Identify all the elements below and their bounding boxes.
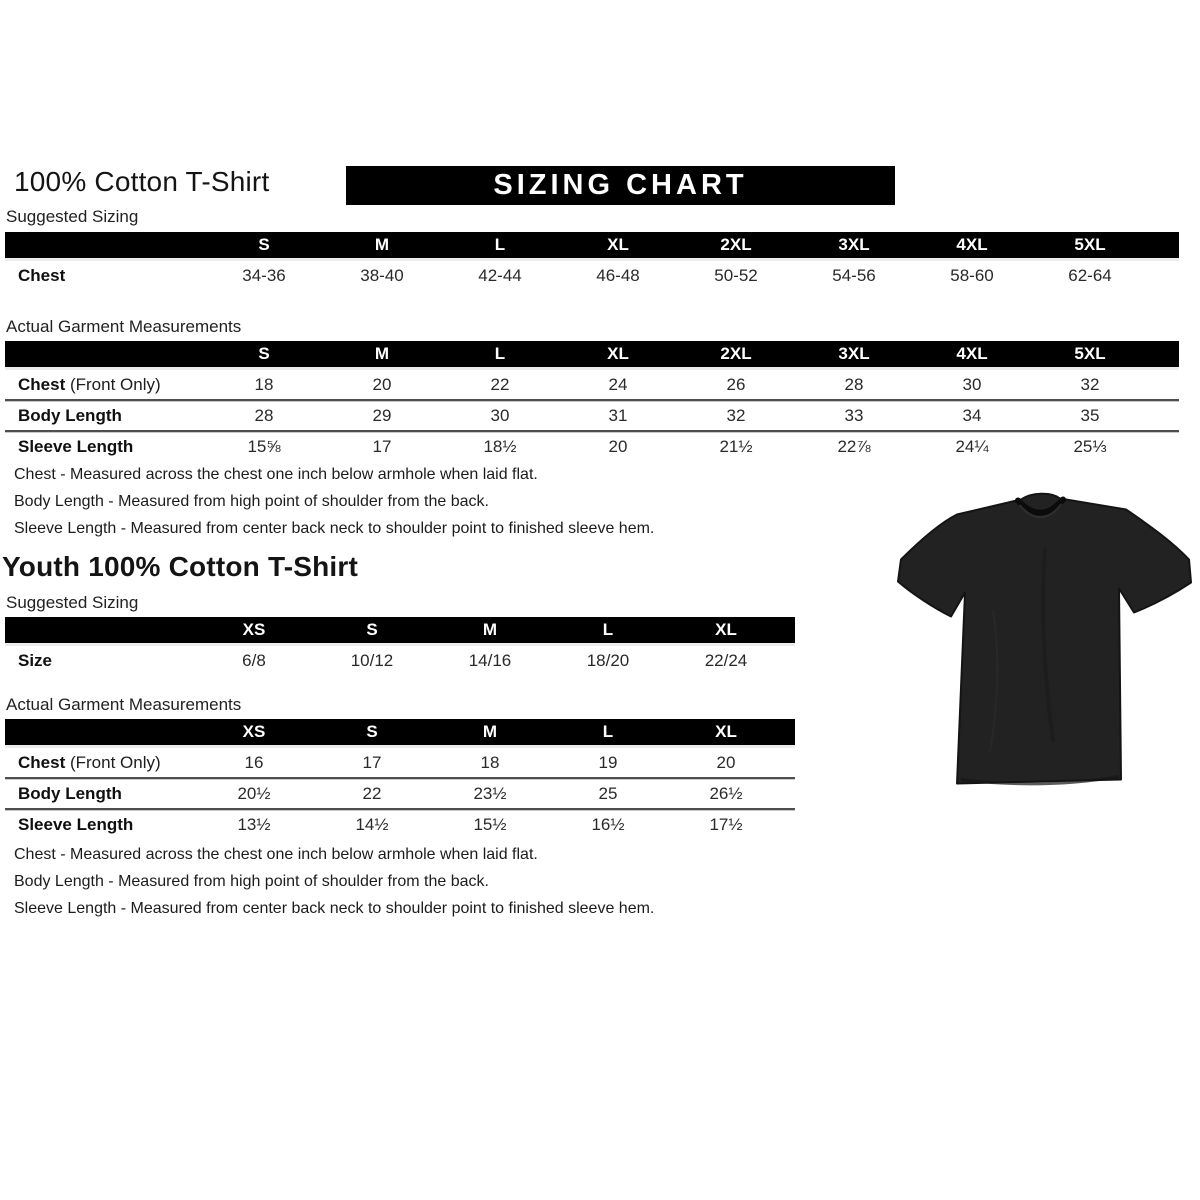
measurement-cell: 58-60	[950, 265, 994, 285]
table-row	[5, 808, 795, 839]
table-row	[5, 430, 1179, 461]
table-row	[5, 646, 795, 675]
size-column-header: M	[482, 620, 498, 639]
youth-garment-measurements-table	[5, 719, 795, 839]
adult-section-title: 100% Cotton T-Shirt	[14, 166, 270, 197]
measurement-cell: 21½	[719, 436, 753, 456]
measurement-cell: 32	[726, 405, 746, 425]
size-column-header: L	[602, 620, 614, 639]
measurement-cell: 20	[716, 752, 736, 772]
measurement-cell: 19	[598, 752, 618, 772]
table-header-row	[5, 719, 795, 748]
adult-suggested-sizing-table	[5, 232, 1179, 290]
measurement-cell: 18	[480, 752, 500, 772]
measurement-cell: 10/12	[350, 650, 394, 670]
size-column-header: XL	[607, 235, 629, 254]
size-column-header: 4XL	[956, 344, 988, 363]
adult-measurement-notes	[14, 461, 654, 542]
size-column-header: 5XL	[1074, 344, 1106, 363]
table-header-row	[5, 232, 1179, 261]
measurement-cell: 14½	[355, 814, 389, 834]
row-label: Chest	[18, 265, 66, 285]
size-column-header: S	[366, 722, 378, 741]
row-label: Body Length	[18, 405, 122, 425]
size-column-header: L	[602, 722, 614, 741]
measurement-cell: 16	[244, 752, 264, 772]
measurement-cell: 18	[254, 374, 274, 394]
row-label: Chest (Front Only)	[18, 752, 161, 772]
measurement-cell: 15⅝	[247, 436, 281, 456]
size-column-header: S	[258, 235, 270, 254]
size-column-header: S	[366, 620, 378, 639]
tshirt-image	[893, 488, 1193, 796]
measurement-cell: 22	[362, 783, 382, 803]
size-column-header: XS	[242, 722, 266, 741]
measurement-cell: 15½	[473, 814, 507, 834]
adult-garment-measurements-table	[5, 341, 1179, 461]
youth-suggested-sizing-table	[5, 617, 795, 675]
measurement-cell: 22⅞	[837, 436, 871, 456]
note-line: Body Length - Measured from high point of shoulder from the back.	[14, 873, 489, 890]
measurement-cell: 22/24	[704, 650, 748, 670]
note-line: Chest - Measured across the chest one inch below armhole when laid flat.	[14, 466, 538, 483]
youth-measurement-notes	[14, 841, 654, 922]
size-column-header: M	[482, 722, 498, 741]
measurement-cell: 24¼	[955, 436, 989, 456]
measurement-cell: 20	[608, 436, 628, 456]
measurement-cell: 32	[1080, 374, 1100, 394]
measurement-cell: 18/20	[586, 650, 630, 670]
measurement-cell: 26	[726, 374, 746, 394]
size-column-header: 3XL	[838, 235, 870, 254]
row-label-suffix: (Front Only)	[65, 374, 161, 394]
measurement-cell: 25	[598, 783, 618, 803]
measurement-cell: 54-56	[832, 265, 876, 285]
measurement-cell: 23½	[473, 783, 507, 803]
measurement-cell: 13½	[237, 814, 271, 834]
sizing-chart-banner: SIZING CHART	[346, 166, 895, 205]
youth-section-title: Youth 100% Cotton T-Shirt	[2, 551, 359, 582]
measurement-cell: 17½	[709, 814, 743, 834]
size-column-header: L	[494, 235, 506, 254]
size-column-header: M	[374, 235, 390, 254]
row-label: Sleeve Length	[18, 436, 134, 456]
row-label: Size	[18, 650, 53, 670]
measurement-cell: 29	[372, 405, 392, 425]
measurement-cell: 17	[372, 436, 392, 456]
measurement-cell: 17	[362, 752, 382, 772]
measurement-cell: 35	[1080, 405, 1100, 425]
row-label-suffix: (Front Only)	[65, 752, 161, 772]
size-column-header: M	[374, 344, 390, 363]
table-header-row	[5, 617, 795, 646]
note-line: Chest - Measured across the chest one inch below armhole when laid flat.	[14, 846, 538, 863]
measurement-cell: 28	[254, 405, 274, 425]
size-column-header: XL	[715, 722, 737, 741]
measurement-cell: 33	[844, 405, 864, 425]
measurement-cell: 50-52	[714, 265, 758, 285]
measurement-cell: 30	[490, 405, 510, 425]
table-row	[5, 777, 795, 808]
measurement-cell: 31	[608, 405, 628, 425]
measurement-cell: 62-64	[1068, 265, 1112, 285]
row-label: Sleeve Length	[18, 814, 134, 834]
size-column-header: XL	[715, 620, 737, 639]
size-column-header: 2XL	[720, 344, 752, 363]
table-row	[5, 261, 1179, 290]
size-column-header: 4XL	[956, 235, 988, 254]
measurement-cell: 18½	[483, 436, 517, 456]
note-line: Sleeve Length - Measured from center back neck to shoulder point to finished sleeve hem.	[14, 900, 655, 917]
measurement-cell: 14/16	[468, 650, 512, 670]
measurement-cell: 34-36	[242, 265, 286, 285]
row-label: Chest (Front Only)	[18, 374, 161, 394]
measurement-cell: 26½	[709, 783, 743, 803]
table-row	[5, 370, 1179, 399]
measurement-cell: 24	[608, 374, 628, 394]
measurement-cell: 30	[962, 374, 982, 394]
youth-suggested-sizing-label: Suggested Sizing	[6, 593, 139, 612]
table-header-row	[5, 341, 1179, 370]
measurement-cell: 6/8	[242, 650, 266, 670]
row-label: Body Length	[18, 783, 122, 803]
measurement-cell: 22	[490, 374, 510, 394]
size-column-header: 3XL	[838, 344, 870, 363]
size-column-header: XL	[607, 344, 629, 363]
table-row	[5, 748, 795, 777]
table-row	[5, 399, 1179, 430]
size-column-header: 5XL	[1074, 235, 1106, 254]
measurement-cell: 16½	[591, 814, 625, 834]
youth-garment-measurements-label: Actual Garment Measurements	[6, 695, 242, 714]
measurement-cell: 46-48	[596, 265, 640, 285]
note-line: Body Length - Measured from high point of shoulder from the back.	[14, 493, 489, 510]
size-column-header: L	[494, 344, 506, 363]
note-line: Sleeve Length - Measured from center back neck to shoulder point to finished sleeve hem.	[14, 520, 655, 537]
measurement-cell: 38-40	[360, 265, 404, 285]
measurement-cell: 25⅓	[1073, 436, 1107, 456]
adult-suggested-sizing-label: Suggested Sizing	[6, 207, 139, 226]
measurement-cell: 42-44	[478, 265, 522, 285]
size-column-header: XS	[242, 620, 266, 639]
measurement-cell: 20½	[237, 783, 271, 803]
measurement-cell: 34	[962, 405, 982, 425]
size-column-header: 2XL	[720, 235, 752, 254]
measurement-cell: 28	[844, 374, 864, 394]
adult-garment-measurements-label: Actual Garment Measurements	[6, 317, 242, 336]
measurement-cell: 20	[372, 374, 392, 394]
tshirt-photo	[893, 488, 1193, 796]
size-column-header: S	[258, 344, 270, 363]
